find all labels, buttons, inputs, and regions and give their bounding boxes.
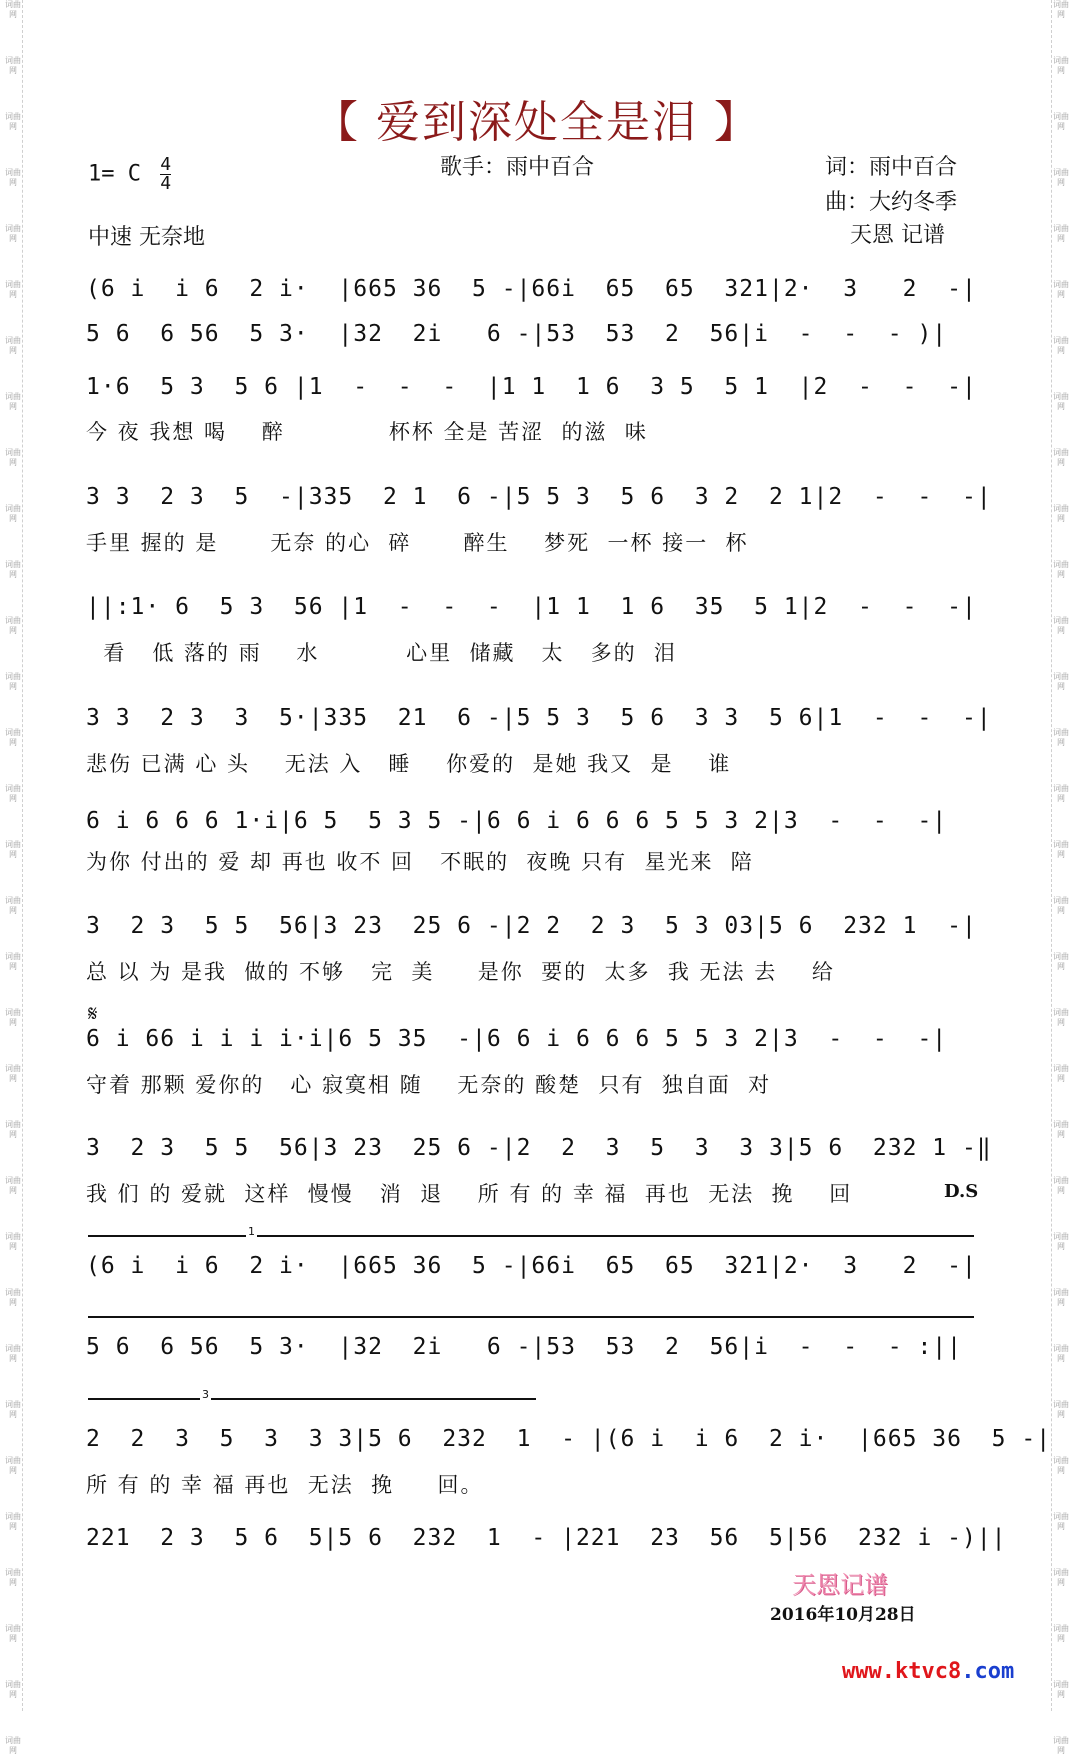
side-watermark: 词曲网 — [1053, 560, 1069, 579]
side-watermark: 词曲网 — [5, 1456, 21, 1475]
side-watermark: 词曲网 — [1053, 840, 1069, 859]
lyric-line-3: 今 夜 我想 喝 醉 杯杯 全是 苦涩 的滋 味 — [86, 420, 648, 444]
notation-line-9: 6 i 66 i i i i·i|6 5 35 -|6 6 i 6 6 6 5 5 3 2|3 - - -| — [86, 1026, 948, 1052]
composer-credit: 曲：大约冬季 — [825, 190, 958, 215]
lyric-line-4: 手里 握的 是 无奈 的心 碎 醉生 梦死 一杯 接一 杯 — [86, 531, 749, 555]
side-watermark: 词曲网 — [1053, 1232, 1069, 1251]
notation-line-5: ||:1· 6 5 3 56 |1 - - - |1 1 1 6 35 5 1|2 - - -| — [86, 594, 977, 620]
side-watermark: 词曲网 — [1053, 1456, 1069, 1475]
notation-line-8: 3 2 3 5 5 56|3 23 25 6 -|2 2 2 3 5 3 03|5 6 232 1 -| — [86, 913, 977, 939]
side-watermark: 词曲网 — [1053, 896, 1069, 915]
side-watermark: 词曲网 — [1053, 784, 1069, 803]
side-watermark: 词曲网 — [1053, 1624, 1069, 1643]
side-watermark: 词曲网 — [1053, 1512, 1069, 1531]
side-watermark: 词曲网 — [1053, 224, 1069, 243]
side-watermark: 词曲网 — [5, 1064, 21, 1083]
right-watermark-strip — [1051, 0, 1070, 1755]
side-watermark: 词曲网 — [1053, 952, 1069, 971]
lyric-line-8: 总 以 为 是我 做的 不够 完 美 是你 要的 太多 我 无法 去 给 — [86, 960, 835, 984]
dal-segno-mark: D.S — [944, 1181, 979, 1202]
volta-number-2: 3 — [202, 1388, 209, 1401]
side-watermark: 词曲网 — [5, 1736, 21, 1755]
side-watermark: 词曲网 — [5, 952, 21, 971]
side-watermark: 词曲网 — [1053, 392, 1069, 411]
side-watermark: 词曲网 — [5, 280, 21, 299]
side-watermark: 词曲网 — [1053, 0, 1069, 19]
key-label: 1= C — [88, 161, 141, 187]
side-watermark: 词曲网 — [5, 560, 21, 579]
side-watermark: 词曲网 — [1053, 672, 1069, 691]
lyric-line-7: 为你 付出的 爱 却 再也 收不 回 不眠的 夜晚 只有 星光来 陪 — [86, 850, 754, 874]
side-watermark: 词曲网 — [1053, 504, 1069, 523]
notator-credit: 天恩 记谱 — [850, 223, 945, 248]
side-watermark: 词曲网 — [1053, 1064, 1069, 1083]
side-watermark: 词曲网 — [1053, 1176, 1069, 1195]
notation-line-14: 221 2 3 5 6 5|5 6 232 1 - |221 23 56 5|56 232 i -)|| — [86, 1525, 1007, 1551]
side-watermark: 词曲网 — [5, 672, 21, 691]
url-part-domain: ktvc8 — [894, 1659, 962, 1684]
side-watermark: 词曲网 — [1053, 1344, 1069, 1363]
side-watermark: 词曲网 — [5, 1232, 21, 1251]
volta-bracket-1 — [88, 1225, 974, 1238]
side-watermark: 词曲网 — [5, 1400, 21, 1419]
lyric-line-13: 所 有 的 幸 福 再也 无法 挽 回。 — [86, 1473, 484, 1497]
segno-sign: 𝄋 — [88, 1002, 98, 1027]
notation-line-10: 3 2 3 5 5 56|3 23 25 6 -|2 2 3 5 3 3 3|5 6 232 1 -‖ — [86, 1135, 992, 1161]
time-bottom: 4 — [160, 173, 172, 194]
side-watermark: 词曲网 — [5, 56, 21, 75]
side-watermark: 词曲网 — [5, 896, 21, 915]
side-watermark: 词曲网 — [5, 112, 21, 131]
side-watermark: 词曲网 — [1053, 112, 1069, 131]
side-watermark: 词曲网 — [1053, 336, 1069, 355]
side-watermark: 词曲网 — [5, 1344, 21, 1363]
side-watermark: 词曲网 — [1053, 280, 1069, 299]
lyric-line-5: 看 低 落的 雨 水 心里 储藏 太 多的 泪 — [86, 641, 677, 665]
url-part-www: www. — [842, 1659, 895, 1684]
side-watermark: 词曲网 — [5, 1568, 21, 1587]
song-title: 【 爱到深处全是泪 】 — [314, 97, 760, 148]
time-top: 4 — [160, 154, 172, 175]
side-watermark: 词曲网 — [1053, 1400, 1069, 1419]
side-watermark: 词曲网 — [1053, 728, 1069, 747]
side-watermark: 词曲网 — [1053, 168, 1069, 187]
side-watermark: 词曲网 — [5, 1176, 21, 1195]
side-watermark: 词曲网 — [1053, 1568, 1069, 1587]
notator-stamp: 天恩记谱 — [792, 1571, 888, 1599]
left-watermark-strip — [4, 0, 23, 1755]
time-signature — [160, 156, 171, 193]
lyric-line-10: 我 们 的 爱就 这样 慢慢 消 退 所 有 的 幸 福 再也 无法 挽 回 — [86, 1182, 853, 1206]
volta-bracket-2 — [88, 1388, 536, 1401]
side-watermark: 词曲网 — [5, 504, 21, 523]
side-watermark: 词曲网 — [1053, 1120, 1069, 1139]
notation-line-4: 3 3 2 3 5 -|335 2 1 6 -|5 5 3 5 6 3 2 2 1|2 - - -| — [86, 484, 992, 510]
notation-date: 2016年10月28日 — [770, 1605, 916, 1625]
singer-credit: 歌手：雨中百合 — [440, 155, 595, 180]
side-watermark: 词曲网 — [5, 1120, 21, 1139]
side-watermark: 词曲网 — [1053, 448, 1069, 467]
side-watermark: 词曲网 — [1053, 56, 1069, 75]
side-watermark: 词曲网 — [5, 728, 21, 747]
side-watermark: 词曲网 — [5, 392, 21, 411]
notation-line-3: 1·6 5 3 5 6 |1 - - - |1 1 1 6 3 5 5 1 |2 - - -| — [86, 374, 977, 400]
side-watermark: 词曲网 — [5, 0, 21, 19]
lyric-line-6: 悲伤 已满 心 头 无法 入 睡 你爱的 是她 我又 是 谁 — [86, 752, 732, 776]
side-watermark: 词曲网 — [5, 1288, 21, 1307]
notation-line-11: (6 i i 6 2 i· |665 36 5 -|66i 65 65 321|2· 3 2 -| — [86, 1253, 977, 1279]
notation-line-12: 5 6 6 56 5 3· |32 2i 6 -|53 53 2 56|i - - - :|| — [86, 1334, 962, 1360]
side-watermark: 词曲网 — [5, 1512, 21, 1531]
volta-number-1: 1 — [248, 1225, 255, 1238]
url-part-com: .com — [961, 1659, 1015, 1684]
notation-line-7: 6 i 6 6 6 1·i|6 5 5 3 5 -|6 6 i 6 6 6 5 5 3 2|3 - - -| — [86, 808, 948, 834]
side-watermark: 词曲网 — [5, 784, 21, 803]
volta-bracket-1-continued — [88, 1316, 974, 1318]
notation-line-1: (6 i i 6 2 i· |665 36 5 -|66i 65 65 321|2· 3 2 -| — [86, 276, 977, 302]
side-watermark: 词曲网 — [5, 1008, 21, 1027]
side-watermark: 词曲网 — [5, 448, 21, 467]
side-watermark: 词曲网 — [1053, 1008, 1069, 1027]
side-watermark: 词曲网 — [1053, 616, 1069, 635]
side-watermark: 词曲网 — [5, 1680, 21, 1699]
side-watermark: 词曲网 — [1053, 1288, 1069, 1307]
notation-line-13: 2 2 3 5 3 3 3|5 6 232 1 - |(6 i i 6 2 i· |665 36 5 -| — [86, 1426, 1052, 1452]
side-watermark: 词曲网 — [1053, 1680, 1069, 1699]
side-watermark: 词曲网 — [5, 336, 21, 355]
side-watermark: 词曲网 — [1053, 1736, 1069, 1755]
side-watermark: 词曲网 — [5, 224, 21, 243]
lyricist-credit: 词：雨中百合 — [825, 155, 958, 180]
side-watermark: 词曲网 — [5, 616, 21, 635]
side-watermark: 词曲网 — [5, 168, 21, 187]
site-url — [842, 1659, 1014, 1684]
tempo-marking: 中速 无奈地 — [88, 225, 205, 250]
side-watermark: 词曲网 — [5, 840, 21, 859]
key-signature — [88, 156, 171, 193]
lyric-line-9: 守着 那颗 爱你的 心 寂寞相 随 无奈的 酸楚 只有 独自面 对 — [86, 1073, 772, 1097]
notation-line-2: 5 6 6 56 5 3· |32 2i 6 -|53 53 2 56|i - - - )| — [86, 321, 948, 347]
side-watermark: 词曲网 — [5, 1624, 21, 1643]
notation-line-6: 3 3 2 3 3 5·|335 21 6 -|5 5 3 5 6 3 3 5 6|1 - - -| — [86, 705, 992, 731]
